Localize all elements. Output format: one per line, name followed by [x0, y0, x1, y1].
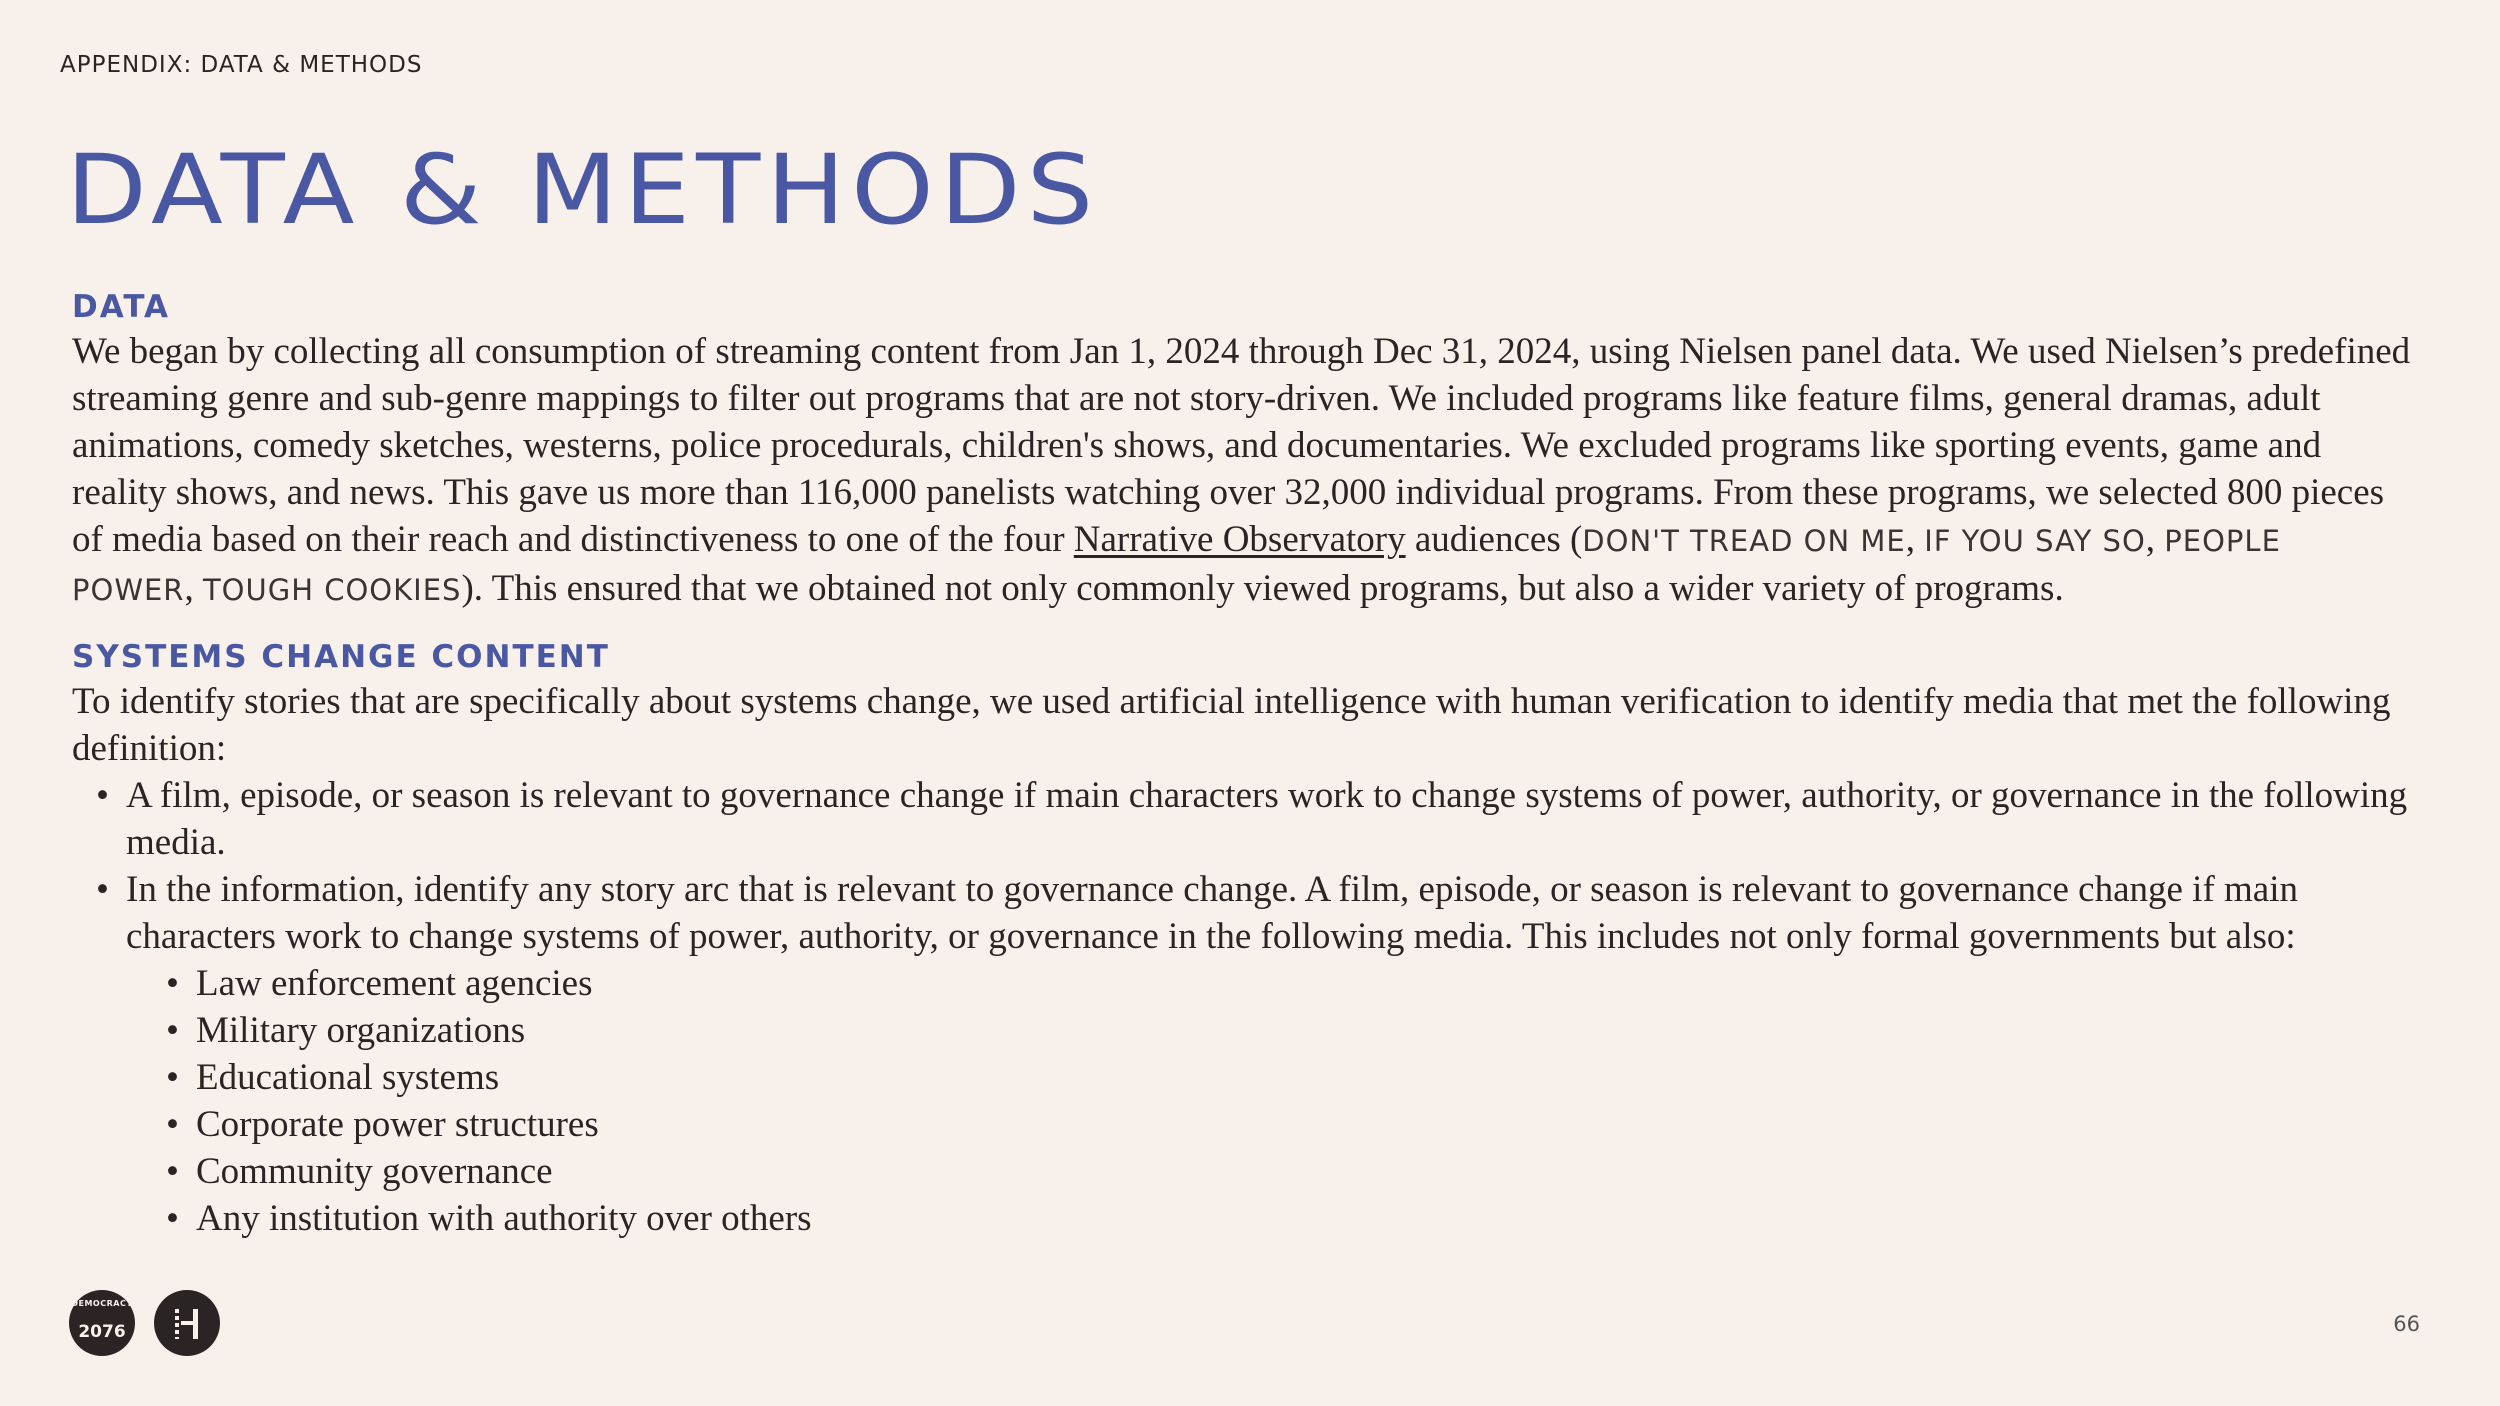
institution-item: • Any institution with authority over others: [196, 1195, 2412, 1242]
appendix-eyebrow: APPENDIX: DATA & METHODS: [60, 52, 423, 78]
audience-dont-tread-on-me: DON'T TREAD ON ME: [1582, 524, 1906, 558]
systems-change-intro: To identify stories that are specifically about systems change, we used artificial intelligence with human verification to identify media that met the following definition:: [72, 681, 2391, 769]
data-heading: DATA: [72, 289, 171, 325]
institution-item: • Educational systems: [196, 1054, 2412, 1101]
democracy-2076-logo: [69, 1290, 135, 1356]
democracy-logo-arc-text: DEMOCRACY: [71, 1299, 133, 1308]
audience-tough-cookies: TOUGH COOKIES: [202, 573, 462, 607]
institution-list: [126, 960, 2412, 1242]
definition-list: [72, 772, 2412, 1242]
h-logo: [154, 1290, 220, 1356]
definition-bullet: • A film, episode, or season is relevant to governance change if main characters work to change systems of power, authority, or governance in the following media.: [126, 772, 2412, 866]
data-paragraph-part2: audiences (: [1405, 519, 1583, 560]
audience-separator: ,: [2145, 519, 2165, 560]
definition-bullet-with-sublist: [126, 866, 2412, 1242]
main-content: [72, 286, 2412, 1242]
page-title: DATA & METHODS: [66, 133, 1100, 246]
audience-separator: ,: [1905, 519, 1925, 560]
institution-item: • Military organizations: [196, 1007, 2412, 1054]
institution-item: • Law enforcement agencies: [196, 960, 2412, 1007]
data-paragraph-part3: ). This ensured that we obtained not only commonly viewed programs, but also a wider variety of programs.: [461, 568, 2064, 609]
audience-people-power: PEOPLE POWER: [72, 524, 2281, 607]
audience-if-you-say-so: IF YOU SAY SO: [1924, 524, 2146, 558]
institution-item: • Community governance: [196, 1148, 2412, 1195]
democracy-logo-year: 2076: [78, 1322, 126, 1342]
definition-bullet-text: In the information, identify any story arc that is relevant to governance change. A film, episode, or season is relevant to governance change if main characters work to change systems of power, authority, or governance in the following media. This includes not only formal governments but also:: [126, 869, 2298, 957]
data-paragraph-part1: We began by collecting all consumption of streaming content from Jan 1, 2024 through Dec 31, 2024, using Nielsen panel data. We used Nielsen’s predefined streaming genre and sub-genre mappings to filter out programs that are not story-driven. We included programs like feature films, general dramas, adult animations, comedy sketches, westerns, police procedurals, children's shows, and documentaries. We excluded programs like sporting events, game and reality shows, and news. This gave us more than 116,000 panelists watching over 32,000 individual programs. From these programs, we selected 800 pieces of media based on their reach and distinctiveness to one of the four: [72, 331, 2411, 560]
h-logo-icon: [167, 1303, 207, 1343]
audience-separator: ,: [184, 568, 203, 609]
data-paragraph: [72, 328, 2412, 614]
narrative-observatory-link[interactable]: Narrative Observatory: [1073, 519, 1406, 560]
institution-item: • Corporate power structures: [196, 1101, 2412, 1148]
systems-change-heading: SYSTEMS CHANGE CONTENT: [72, 639, 610, 675]
page-number: 66: [2393, 1312, 2420, 1336]
